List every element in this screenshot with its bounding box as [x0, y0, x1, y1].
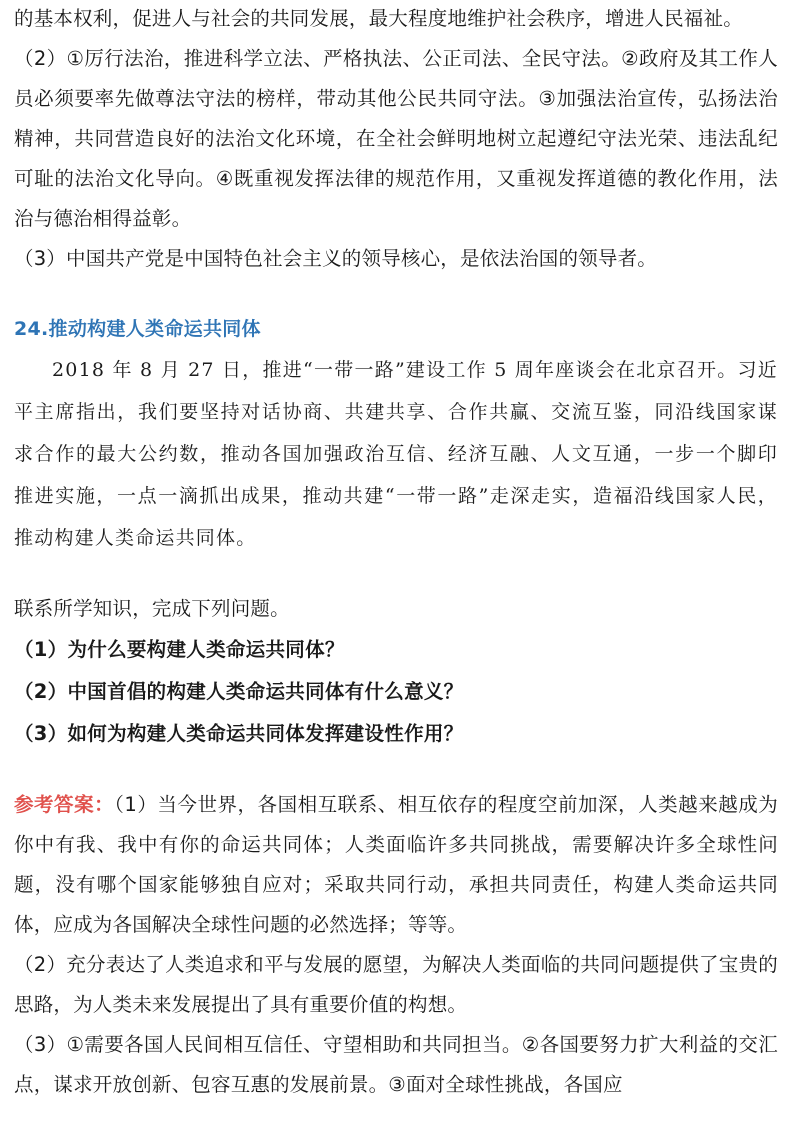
question-prompt: 联系所学知识，完成下列问题。	[14, 597, 290, 620]
question-item-2: （2）中国首倡的构建人类命运共同体有什么意义？	[14, 680, 464, 703]
question-item-3: （3）如何为构建人类命运共同体发挥建设性作用？	[14, 722, 464, 745]
question-24-section	[14, 309, 778, 755]
question-item-1: （1）为什么要构建人类命运共同体？	[14, 638, 345, 661]
answer-part-1	[14, 785, 778, 945]
answer-part-2: （2）充分表达了人类追求和平与发展的愿望，为解决人类面临的共同问题提供了宝贵的思路，为人类未来发展提出了具有重要价值的构想。	[14, 953, 778, 1016]
previous-answer-section	[14, 0, 778, 279]
question-heading: 24.推动构建人类命运共同体	[14, 318, 261, 340]
answer-label: 参考答案：	[14, 793, 115, 816]
answer-part-1-text: （1）当今世界，各国相互联系、相互依存的程度空前加深，人类越来越成为你中有我、我中有你的命运共同体；人类面临许多共同挑战，需要解决许多全球性问题，没有哪个国家能够独自应对；采取共同行动，承担共同责任，构建人类命运共同体，应成为各国解决全球性问题的必然选择；等等。	[14, 793, 778, 936]
previous-answer-part-1-tail: 的基本权利，促进人与社会的共同发展，最大程度地维护社会秩序，增进人民福祉。	[14, 7, 743, 30]
news-passage: 2018 年 8 月 27 日，推进“一带一路”建设工作 5 周年座谈会在北京召开。习近平主席指出，我们要坚持对话协商、共建共享、合作共赢、交流互鉴，同沿线国家谋求合作的最大公约数，推动各国加强政治互信、经济互融、人文互通，一步一个脚印推进实施，一点一滴抓出成果，推动共建“一带一路”走深走实，造福沿线国家人民，推动构建人类命运共同体。	[14, 359, 778, 549]
answer-part-3: （3）①需要各国人民间相互信任、守望相助和共同担当。②各国要努力扩大利益的交汇点，谋求开放创新、包容互惠的发展前景。③面对全球性挑战，各国应	[14, 1033, 778, 1096]
previous-answer-part-3: （3）中国共产党是中国特色社会主义的领导核心，是依法治国的领导者。	[14, 247, 658, 270]
previous-answer-part-2: （2）①厉行法治，推进科学立法、严格执法、公正司法、全民守法。②政府及其工作人员必须要率先做尊法守法的榜样，带动其他公民共同守法。③加强法治宣传，弘扬法治精神，共同营造良好的法治文化环境，在全社会鲜明地树立起遵纪守法光荣、违法乱纪可耻的法治文化导向。④既重视发挥法律的规范作用，又重视发挥道德的教化作用，法治与德治相得益彰。	[14, 47, 778, 230]
reference-answer-section	[14, 785, 778, 1105]
